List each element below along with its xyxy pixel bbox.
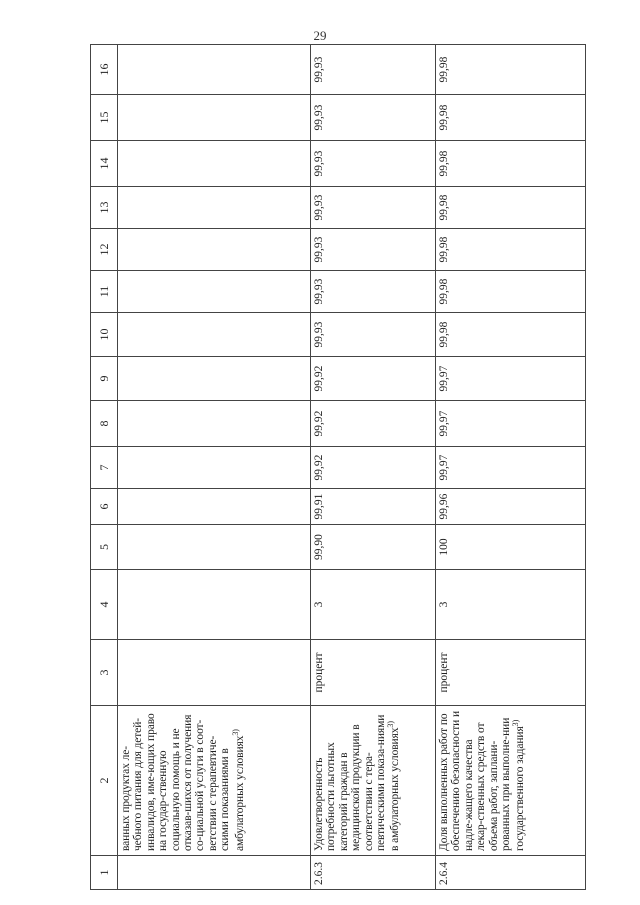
row-code: 2.6.3 bbox=[311, 856, 436, 890]
value-cell: 99,93 bbox=[311, 45, 436, 95]
value-cell: 99,98 bbox=[436, 45, 586, 95]
column-header: 12 bbox=[91, 229, 118, 271]
value-cell: 99,93 bbox=[311, 229, 436, 271]
column-header: 9 bbox=[91, 357, 118, 401]
value-cell: 99,98 bbox=[436, 141, 586, 187]
table-row bbox=[118, 45, 311, 890]
table-row bbox=[311, 45, 436, 890]
indicator-name: Доля выполненных работ по обеспечению безопасности и надле-жащего качества лекар-ственных средств от объема работ, заплани-рованных при выполне-нии государственного задания$^{3)}$ bbox=[436, 706, 586, 856]
column-header: 2 bbox=[91, 706, 118, 856]
value-cell: 99,92 bbox=[311, 447, 436, 489]
footnote-mark: 3) bbox=[230, 729, 240, 736]
value-cell: 99,92 bbox=[311, 357, 436, 401]
value-cell bbox=[118, 447, 311, 489]
column-header: 7 bbox=[91, 447, 118, 489]
value-cell bbox=[118, 489, 311, 525]
value-cell bbox=[118, 141, 311, 187]
value-cell: 99,93 bbox=[311, 271, 436, 313]
col4-cell: 3 bbox=[311, 570, 436, 640]
value-cell: 99,98 bbox=[436, 229, 586, 271]
value-cell: 99,93 bbox=[311, 187, 436, 229]
value-cell: 99,90 bbox=[311, 525, 436, 570]
column-header: 6 bbox=[91, 489, 118, 525]
value-cell: 100 bbox=[436, 525, 586, 570]
value-cell: 99,97 bbox=[436, 357, 586, 401]
value-cell: 99,98 bbox=[436, 271, 586, 313]
value-cell: 99,98 bbox=[436, 187, 586, 229]
column-header: 4 bbox=[91, 570, 118, 640]
value-cell bbox=[118, 401, 311, 447]
value-cell: 99,93 bbox=[311, 313, 436, 357]
footnote-mark: 3) bbox=[511, 719, 521, 727]
column-header: 15 bbox=[91, 95, 118, 141]
value-cell bbox=[118, 525, 311, 570]
unit-cell: процент bbox=[311, 640, 436, 706]
value-cell: 99,97 bbox=[436, 401, 586, 447]
value-cell bbox=[118, 271, 311, 313]
value-cell: 99,98 bbox=[436, 95, 586, 141]
data-table bbox=[90, 44, 586, 890]
row-code: 2.6.4 bbox=[436, 856, 586, 890]
col4-cell bbox=[118, 570, 311, 640]
column-header: 5 bbox=[91, 525, 118, 570]
value-cell: 99,93 bbox=[311, 141, 436, 187]
col4-cell: 3 bbox=[436, 570, 586, 640]
column-header: 16 bbox=[91, 45, 118, 95]
value-cell: 99,93 bbox=[311, 95, 436, 141]
column-header: 8 bbox=[91, 401, 118, 447]
value-cell: 99,98 bbox=[436, 313, 586, 357]
page-number: 29 bbox=[313, 28, 327, 43]
column-header: 1 bbox=[91, 856, 118, 890]
row-code bbox=[118, 856, 311, 890]
value-cell: 99,96 bbox=[436, 489, 586, 525]
value-cell bbox=[118, 45, 311, 95]
value-cell: 99,92 bbox=[311, 401, 436, 447]
value-cell: 99,97 bbox=[436, 447, 586, 489]
value-cell bbox=[118, 187, 311, 229]
indicator-name: Удовлетворенность потребности льготных категорий граждан в медицинской продукции в соответствии с тера-певтическими показа-ниями в амбулаторных условиях$^{3)}$ bbox=[311, 706, 436, 856]
value-cell bbox=[118, 95, 311, 141]
table-row bbox=[436, 45, 586, 890]
column-header: 11 bbox=[91, 271, 118, 313]
column-header: 3 bbox=[91, 640, 118, 706]
rotated-table-container bbox=[90, 45, 580, 890]
footnote-mark: 3) bbox=[386, 721, 396, 728]
column-header: 10 bbox=[91, 313, 118, 357]
header-row bbox=[91, 45, 118, 890]
value-cell bbox=[118, 357, 311, 401]
unit-cell: процент bbox=[436, 640, 586, 706]
column-header: 14 bbox=[91, 141, 118, 187]
value-cell bbox=[118, 313, 311, 357]
value-cell: 99,91 bbox=[311, 489, 436, 525]
unit-cell bbox=[118, 640, 311, 706]
column-header: 13 bbox=[91, 187, 118, 229]
value-cell bbox=[118, 229, 311, 271]
indicator-name: ванных продуктах ле-чебного питания для детей-инвалидов, име-ющих право на государ-ственную социальную помощь и не отказав-шихся от получения со-циальной услуги в соот-ветствии с терапевтиче-скими показаниями в амбулаторных условиях$^{3)}$ bbox=[118, 706, 311, 856]
